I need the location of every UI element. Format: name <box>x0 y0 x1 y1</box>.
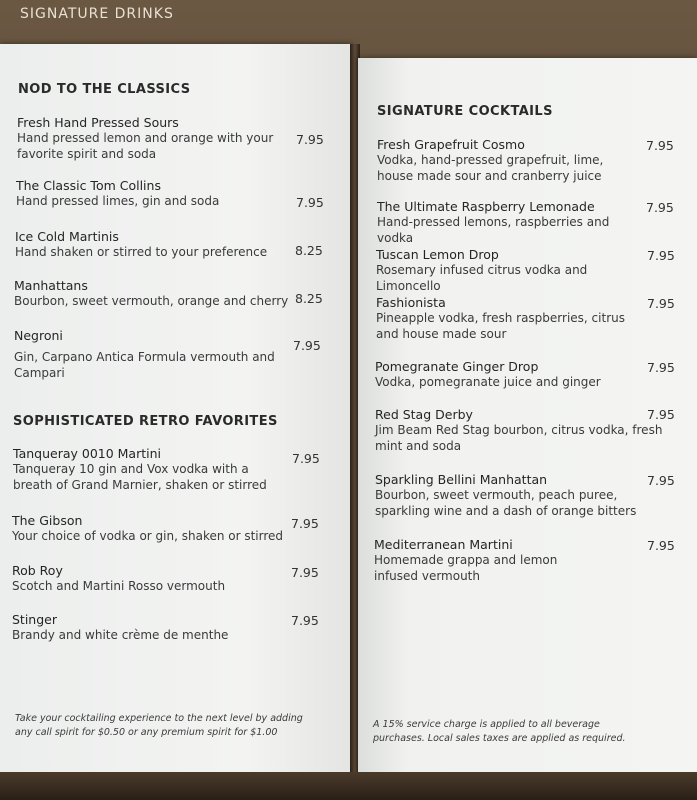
menu-item <box>375 407 670 454</box>
menu-item <box>376 247 641 294</box>
item-price: 7.95 <box>291 565 319 580</box>
item-name: Manhattans <box>14 278 88 293</box>
item-price: 7.95 <box>646 138 674 153</box>
menu-item <box>12 612 292 643</box>
item-description: Hand shaken or stirred to your preference <box>15 245 268 259</box>
item-description: Hand pressed lemon and orange with your favorite spirit and soda <box>17 131 274 161</box>
item-name: Red Stag Derby <box>375 407 473 422</box>
item-price: 8.25 <box>295 243 323 258</box>
menu-item <box>14 278 314 309</box>
item-description: Scotch and Martini Rosso vermouth <box>12 579 226 593</box>
menu-item <box>375 472 640 519</box>
item-description: Brandy and white crème de menthe <box>12 628 229 642</box>
item-price: 7.95 <box>647 407 675 422</box>
item-name: Tanqueray 0010 Martini <box>13 446 162 461</box>
item-description: Gin, Carpano Antica Formula vermouth and Campari <box>14 350 275 380</box>
item-name: Stinger <box>12 612 57 627</box>
menu-item <box>14 328 324 381</box>
item-description: Hand-pressed lemons, raspberries and vodka <box>377 215 610 245</box>
item-price: 7.95 <box>647 296 675 311</box>
item-price: 7.95 <box>291 613 319 628</box>
item-name: Fresh Hand Pressed Sours <box>17 115 179 130</box>
menu-item <box>16 178 316 209</box>
left-footnote: Take your cocktailing experience to the next level by adding any call spirit for $0.50 or any premium spirit for $1.00 <box>15 713 303 738</box>
item-price: 7.95 <box>647 248 675 263</box>
menu-item <box>13 446 288 493</box>
right-footnote: A 15% service charge is applied to all beverage purchases. Local sales taxes are applied as required. <box>373 719 626 744</box>
item-name: The Classic Tom Collins <box>16 178 161 193</box>
item-name: Negroni <box>14 328 63 343</box>
item-price: 7.95 <box>293 338 321 353</box>
menu-item <box>377 199 642 246</box>
item-price: 7.95 <box>647 473 675 488</box>
menu-item <box>374 537 629 584</box>
item-name: Ice Cold Martinis <box>15 229 119 244</box>
item-name: Tuscan Lemon Drop <box>376 247 499 262</box>
header-label: SIGNATURE DRINKS <box>20 6 174 22</box>
item-description: Tanqueray 10 gin and Vox vodka with a breath of Grand Marnier, shaken or stirred <box>13 462 267 492</box>
section-title-classics: NOD TO THE CLASSICS <box>18 82 191 97</box>
item-price: 7.95 <box>292 451 320 466</box>
menu-item <box>375 359 640 390</box>
item-description: Hand pressed limes, gin and soda <box>16 194 220 208</box>
item-name: Fashionista <box>376 295 446 310</box>
item-name: Pomegranate Ginger Drop <box>375 359 539 374</box>
item-name: The Ultimate Raspberry Lemonade <box>377 199 595 214</box>
section-title-retro: SOPHISTICATED RETRO FAVORITES <box>13 414 278 429</box>
item-price: 7.95 <box>646 200 674 215</box>
item-price: 7.95 <box>291 516 319 531</box>
item-description: Your choice of vodka or gin, shaken or stirred <box>12 529 284 543</box>
item-name: Rob Roy <box>12 563 63 578</box>
item-description: Bourbon, sweet vermouth, peach puree, sparkling wine and a dash of orange bitters <box>375 488 637 518</box>
menu-bottom-edge <box>0 772 697 800</box>
menu-item <box>376 295 636 342</box>
item-description: Homemade grappa and lemon infused vermouth <box>374 553 558 583</box>
item-name: Mediterranean Martini <box>374 537 513 552</box>
item-price: 7.95 <box>296 195 324 210</box>
item-price: 7.95 <box>647 360 675 375</box>
menu-item <box>12 563 292 594</box>
item-price: 7.95 <box>647 538 675 553</box>
section-title-signature: SIGNATURE COCKTAILS <box>377 104 553 119</box>
menu-item <box>17 115 317 162</box>
item-name: The Gibson <box>12 513 83 528</box>
item-description: Rosemary infused citrus vodka and Limoncello <box>376 263 588 293</box>
item-description: Pineapple vodka, fresh raspberries, citrus and house made sour <box>376 311 625 341</box>
menu-item <box>12 513 292 544</box>
item-description: Vodka, pomegranate juice and ginger <box>375 375 601 389</box>
item-description: Jim Beam Red Stag bourbon, citrus vodka, fresh mint and soda <box>375 423 663 453</box>
menu-item <box>15 229 315 260</box>
item-name: Fresh Grapefruit Cosmo <box>377 137 525 152</box>
item-price: 8.25 <box>295 291 323 306</box>
menu-item <box>377 137 632 184</box>
item-description: Bourbon, sweet vermouth, orange and cherry <box>14 294 289 308</box>
item-description: Vodka, hand-pressed grapefruit, lime, house made sour and cranberry juice <box>377 153 604 183</box>
item-name: Sparkling Bellini Manhattan <box>375 472 548 487</box>
item-price: 7.95 <box>296 132 324 147</box>
